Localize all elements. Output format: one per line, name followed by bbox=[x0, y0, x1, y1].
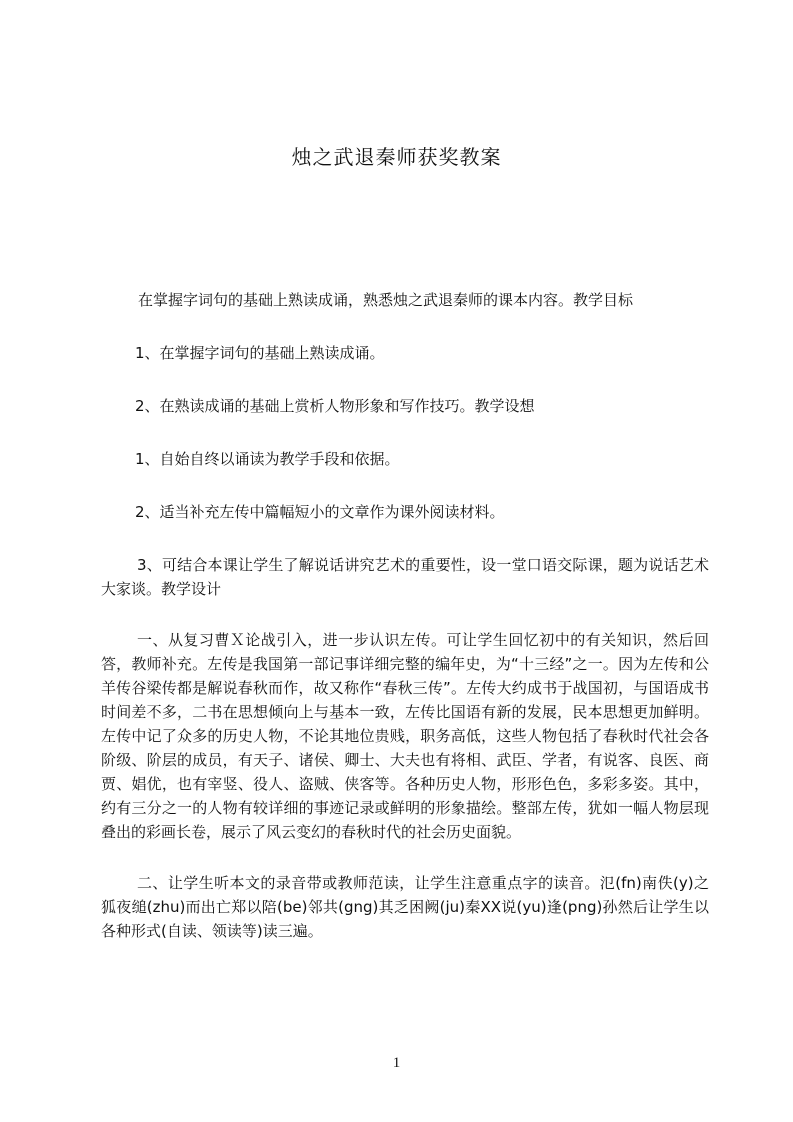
design-section-1: 一、从复习曹Ｘ论战引入，进一步认识左传。可让学生回忆初中的有关知识，然后回答，教师补充。左传是我国第一部记事详细完整的编年史，为“十三经”之一。因为左传和公羊传谷梁传都是解说春秋而作，故又称作“春秋三传”。左传大约成书于战国初，与国语成书时间差不多，二书在思想倾向上与基本一致，左传比国语有新的发展，民本思想更加鲜明。左传中记了众多的历史人物，不论其地位贵贱，职务高低，这些人物包括了春秋时代社会各阶级、阶层的成员，有天子、诸侯、卿士、大夫也有将相、武臣、学者，有说客、良医、商贾、娼优，也有宰竖、役人、盗贼、侠客等。各种历史人物，形形色色，多彩多姿。其中，约有三分之一的人物有较详细的事迹记录或鲜明的形象描绘。整部左传，犹如一幅人物层现叠出的彩画长卷，展示了风云变幻的春秋时代的社会历史面貌。 bbox=[101, 631, 709, 841]
page-number: 1 bbox=[392, 1055, 401, 1071]
goal-item-1: 1、在掌握字词句的基础上熟读成诵。 bbox=[135, 344, 385, 362]
document-title: 烛之武退秦师获奖教案 bbox=[291, 145, 502, 169]
idea-item-1: 1、自始自终以诵读为教学手段和依据。 bbox=[135, 450, 400, 468]
document-body bbox=[101, 288, 709, 943]
intro-paragraph: 在掌握字词句的基础上熟读成诵，熟悉烛之武退秦师的课本内容。教学目标 bbox=[138, 291, 634, 309]
idea-item-3: 3、可结合本课让学生了解说话讲究艺术的重要性，设一堂口语交际课，题为说话艺术大家谈。教学设计 bbox=[101, 556, 709, 598]
goal-item-2: 2、在熟读成诵的基础上赏析人物形象和写作技巧。教学设想 bbox=[135, 397, 535, 415]
idea-item-2: 2、适当补充左传中篇幅短小的文章作为课外阅读材料。 bbox=[135, 503, 505, 521]
design-section-2: 二、让学生听本文的录音带或教师范读，让学生注意重点字的读音。氾(fn)南佚(y)之狐夜缒(zhu)而出亡郑以陪(be)邻共(gng)其乏困阙(ju)秦XX说(yu)逢(png)孙然后让学生以各种形式(自读、领读等)读三遍。 bbox=[101, 874, 709, 940]
